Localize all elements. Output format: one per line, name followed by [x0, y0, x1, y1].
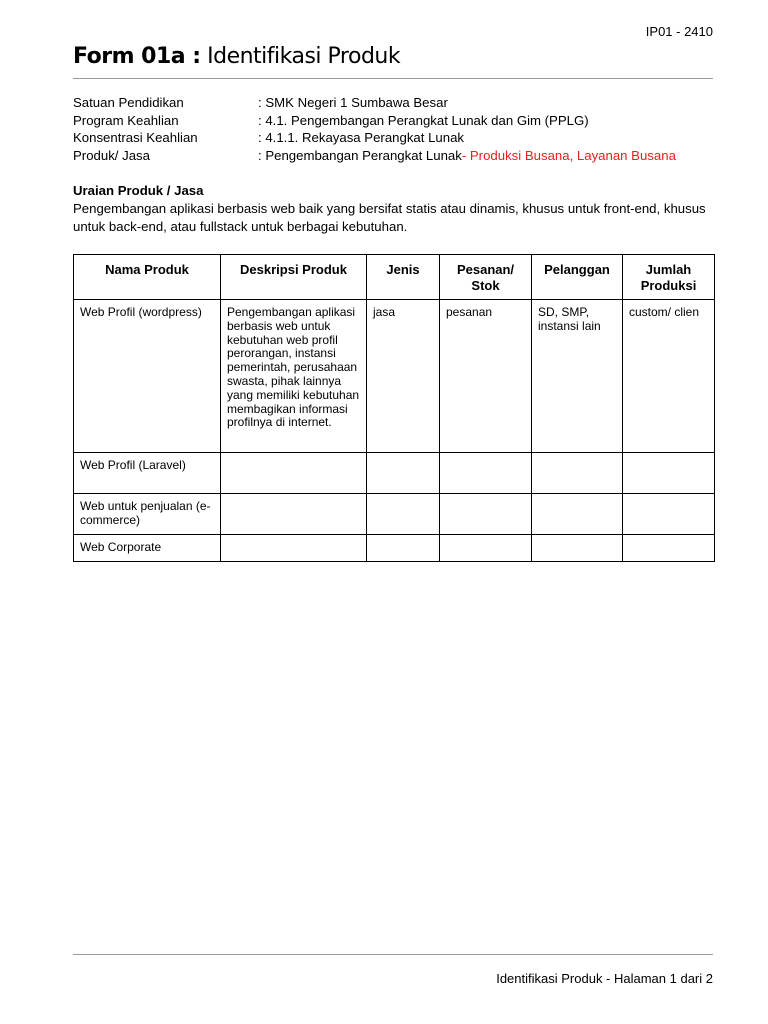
product-table [73, 254, 715, 562]
col-header-jumlah: Jumlah Produksi [623, 255, 715, 300]
table-cell: Web Profil (wordpress) [74, 300, 221, 453]
table-cell: SD, SMP, instansi lain [532, 300, 623, 453]
table-cell: Web untuk penjualan (e-commerce) [74, 494, 221, 535]
table-cell: custom/ clien [623, 300, 715, 453]
section-description: Pengembangan aplikasi berbasis web baik yang bersifat statis atau dinamis, khusus untuk front-end, khusus untuk back-end, atau fullstack untuk berbagai kebutuhan. [73, 201, 706, 234]
col-header-deskripsi: Deskripsi Produk [221, 255, 367, 300]
table-cell [623, 494, 715, 535]
document-code: IP01 - 2410 [645, 24, 713, 39]
form-number: Form 01a : [73, 44, 201, 69]
col-header-pesanan: Pesanan/ Stok [440, 255, 532, 300]
form-title: Identifikasi Produk [207, 44, 401, 69]
page-footer: Identifikasi Produk - Halaman 1 dari 2 [496, 971, 713, 986]
header-divider [73, 78, 713, 79]
info-value-highlight: - Produksi Busana, Layanan Busana [461, 147, 676, 163]
info-row-konsentrasi [73, 129, 676, 147]
page-title [73, 44, 400, 69]
table-cell [440, 535, 532, 562]
info-row-satuan [73, 94, 676, 112]
table-cell [221, 453, 367, 494]
info-label: Konsentrasi Keahlian [73, 130, 198, 146]
info-block [73, 94, 676, 164]
table-cell: Pengembangan aplikasi berbasis web untuk kebutuhan web profil perorangan, instansi pemerintah, perusahaan swasta, pihak lainnya yang memiliki kebutuhan membagikan informasi profilnya di internet. [221, 300, 367, 453]
table-cell [221, 494, 367, 535]
table-row [74, 300, 715, 453]
col-header-pelanggan: Pelanggan [532, 255, 623, 300]
table-header-row [74, 255, 715, 300]
section-title: Uraian Produk / Jasa [73, 183, 204, 198]
info-value: : Pengembangan Perangkat Lunak [258, 147, 462, 163]
table-cell [623, 535, 715, 562]
table-cell [623, 453, 715, 494]
table-cell: Web Corporate [74, 535, 221, 562]
table-cell [532, 494, 623, 535]
info-value: : 4.1. Pengembangan Perangkat Lunak dan Gim (PPLG) [258, 112, 589, 128]
info-label: Satuan Pendidikan [73, 95, 184, 110]
table-cell [532, 535, 623, 562]
table-cell [532, 453, 623, 494]
info-label: Produk/ Jasa [73, 147, 150, 163]
info-label: Program Keahlian [73, 112, 179, 128]
table-cell [367, 453, 440, 494]
table-row [74, 494, 715, 535]
table-cell [367, 535, 440, 562]
info-row-produk [73, 147, 676, 165]
col-header-nama: Nama Produk [74, 255, 221, 300]
table-row [74, 535, 715, 562]
table-cell [221, 535, 367, 562]
table-cell [440, 453, 532, 494]
table-cell: jasa [367, 300, 440, 453]
table-cell [440, 494, 532, 535]
table-row [74, 453, 715, 494]
table-cell: pesanan [440, 300, 532, 453]
table-cell [367, 494, 440, 535]
col-header-jenis: Jenis [367, 255, 440, 300]
table-cell: Web Profil (Laravel) [74, 453, 221, 494]
footer-divider [73, 954, 713, 955]
info-value: : SMK Negeri 1 Sumbawa Besar [258, 95, 448, 110]
info-row-program [73, 112, 676, 130]
info-value: : 4.1.1. Rekayasa Perangkat Lunak [258, 130, 465, 146]
